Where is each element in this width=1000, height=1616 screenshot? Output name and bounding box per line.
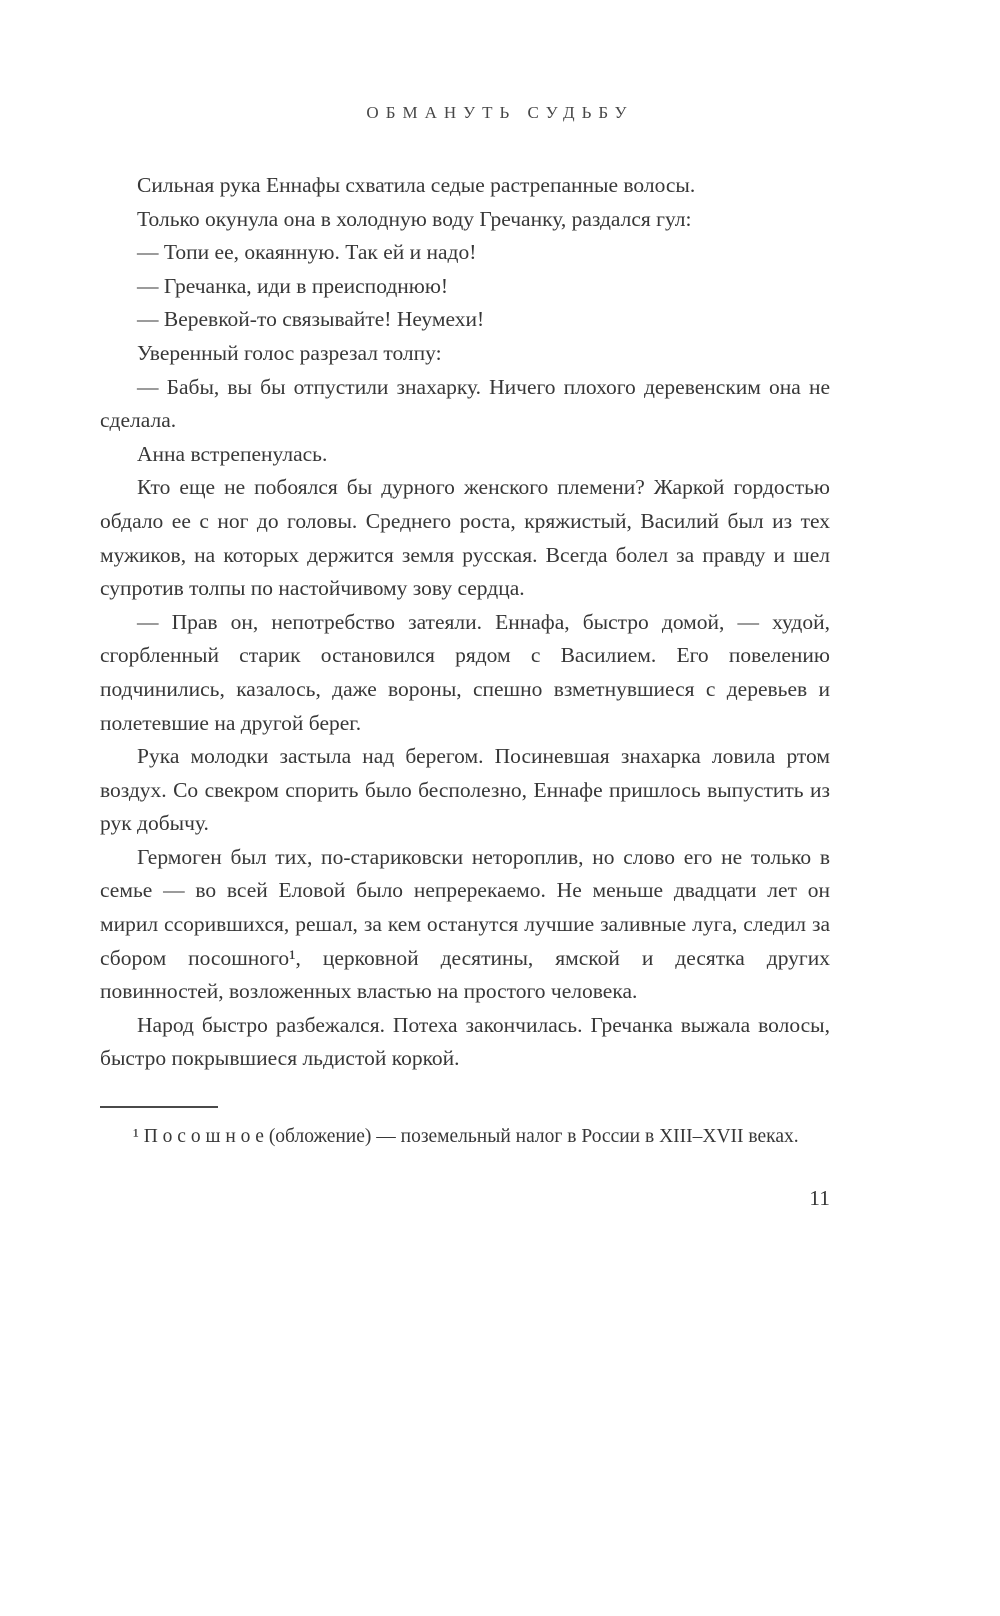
- paragraph: — Бабы, вы бы отпустили знахарку. Ничего плохого деревенским она не сделала.: [100, 374, 830, 433]
- paragraph: Народ быстро разбежался. Потеха закончилась. Гречанка выжала волосы, быстро покрывшиеся льдистой коркой.: [100, 1012, 830, 1071]
- paragraph: Анна встрепенулась.: [137, 441, 328, 466]
- paragraph: Рука молодки застыла над берегом. Посиневшая знахарка ловила ртом воздух. Со свекром спорить было бесполезно, Еннафе пришлось выпустить из рук добычу.: [100, 744, 830, 836]
- paragraph: — Топи ее, окаянную. Так ей и надо!: [137, 240, 477, 265]
- paragraph: — Гречанка, иди в преисподнюю!: [137, 273, 449, 298]
- paragraph: Уверенный голос разрезал толпу:: [137, 340, 442, 365]
- paragraph: Гермоген был тих, по-стариковски нетороплив, но слово его не только в семье — во всей Еловой было непререкаемо. Не меньше двадцати лет он мирил ссорившихся, решал, за кем останутся лучшие заливные луга, следил за сбором посошного¹, церковной десятины, ямской и десятка других повинностей, возложенных властью на простого человека.: [100, 844, 830, 1004]
- footnote-divider: [100, 1106, 218, 1108]
- page-number: 11: [809, 1186, 830, 1211]
- footnote-block: [100, 1106, 830, 1152]
- paragraph: — Веревкой-то связывайте! Неумехи!: [137, 307, 485, 332]
- paragraph: — Прав он, непотребство затеяли. Еннафа, быстро домой, — худой, сгорбленный старик остановился рядом с Василием. Его повелению подчинились, казалось, даже вороны, спешно взметнувшиеся с деревьев и полетевшие на другой берег.: [100, 609, 830, 735]
- text-body: [100, 169, 830, 1076]
- paragraph: Кто еще не побоялся бы дурного женского племени? Жаркой гордостью обдало ее с ног до головы. Среднего роста, кряжистый, Василий был из тех мужиков, на которых держится земля русская. Всегда болел за правду и шел супротив толпы по настойчивому зову сердца.: [100, 475, 830, 601]
- footnote-text: ¹ П о с о ш н о е (обложение) — поземельный налог в России в XIII–XVII веках.: [133, 1126, 799, 1148]
- running-header: ОБМАНУТЬ СУДЬБУ: [366, 103, 634, 122]
- paragraph: Только окунула она в холодную воду Гречанку, раздался гул:: [137, 206, 692, 231]
- paragraph: Сильная рука Еннафы схватила седые растрепанные волосы.: [137, 173, 696, 197]
